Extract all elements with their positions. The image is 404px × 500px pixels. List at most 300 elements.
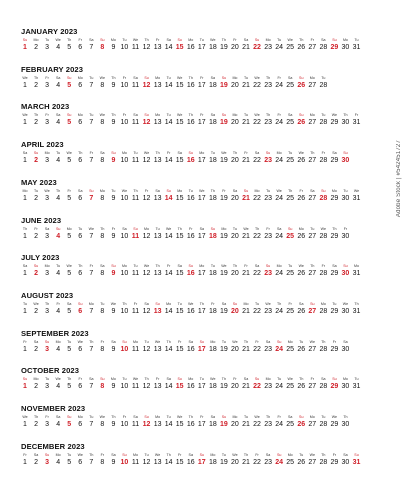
day-number: 18 [208, 458, 217, 466]
weekday-label: Tu [277, 38, 282, 42]
weekday-label: Sa [100, 264, 105, 269]
day-number: 28 [319, 421, 328, 428]
weekday-label: Fr [343, 226, 348, 231]
day-number: 2 [34, 157, 38, 165]
day-number: 4 [56, 194, 61, 202]
month-title: JULY 2023 [21, 253, 60, 263]
weekday-label: Su [221, 113, 227, 118]
month-block [0, 366, 404, 404]
weekday-label: Th [33, 415, 39, 419]
weekday-label: Th [100, 226, 105, 231]
day-number: 14 [164, 458, 173, 466]
day-number: 2 [34, 232, 38, 240]
day-number: 11 [131, 383, 140, 391]
day-number: 26 [297, 383, 306, 391]
day-number: 9 [111, 383, 116, 391]
weekday-label: Sa [332, 151, 337, 156]
weekday-label: Fr [89, 151, 93, 156]
weekday-label: We [33, 301, 39, 306]
weekday-label: Tu [321, 75, 326, 80]
day-number: 27 [308, 383, 317, 391]
day-number: 25 [286, 44, 295, 51]
weekday-label: Su [122, 339, 127, 344]
day-number: 2 [34, 307, 38, 315]
weekday-label: Th [155, 264, 160, 269]
weekday-label: Sa [155, 188, 160, 193]
weekday-label: We [55, 38, 61, 42]
weekday-label: Th [288, 188, 293, 193]
day-number: 1 [23, 270, 27, 278]
day-number: 5 [67, 307, 72, 315]
weekday-label: Mo [155, 415, 161, 419]
weekday-label: Th [299, 38, 304, 42]
day-number: 19 [219, 157, 228, 165]
weekday-label: Sa [210, 75, 216, 80]
weekday-label: Tu [354, 38, 359, 42]
day-number: 10 [120, 194, 129, 202]
weekday-label: Tu [199, 377, 204, 382]
day-number: 5 [67, 458, 72, 466]
weekday-label: Sa [89, 38, 94, 42]
weekday-label: Sa [55, 113, 61, 118]
weekday-label: Su [22, 377, 28, 382]
weekday-label: Fr [200, 113, 204, 118]
weekday-label: Su [310, 301, 315, 306]
day-number: 5 [67, 421, 72, 428]
weekday-label: We [254, 113, 260, 118]
day-number: 23 [264, 383, 272, 391]
weekday-label: Mo [309, 415, 315, 419]
day-number: 17 [197, 458, 206, 466]
day-number: 25 [286, 383, 295, 391]
day-number: 6 [78, 157, 83, 165]
day-number: 27 [308, 194, 317, 202]
weekday-label: Sa [188, 339, 193, 344]
weekday-label: Sa [188, 452, 193, 457]
weekday-label: Mo [276, 264, 282, 269]
day-number: 13 [153, 232, 162, 240]
day-number: 12 [142, 44, 151, 51]
weekday-label: Th [89, 339, 94, 344]
weekday-label: We [99, 415, 105, 419]
day-number: 20 [231, 458, 239, 466]
day-number: 22 [253, 232, 261, 240]
day-number: 8 [100, 232, 105, 240]
weekday-label: Su [177, 38, 182, 42]
weekday-label: Tu [221, 452, 226, 457]
day-number: 14 [164, 345, 173, 353]
weekday-label: Fr [233, 38, 237, 42]
day-number: 30 [341, 270, 350, 278]
day-number: 12 [142, 345, 151, 353]
day-number: 29 [330, 157, 339, 165]
weekday-label: Su [299, 113, 304, 118]
weekday-label: Su [332, 38, 337, 42]
day-number: 20 [231, 157, 239, 165]
weekday-label: Fr [100, 339, 105, 344]
weekday-label: Su [299, 75, 304, 80]
weekday-label: Fr [233, 377, 237, 382]
day-number: 22 [253, 157, 261, 165]
weekday-label: Mo [188, 38, 194, 42]
day-number: 18 [208, 81, 217, 89]
day-number: 9 [111, 119, 116, 127]
weekday-label: Sa [122, 226, 127, 231]
weekday-label: Fr [310, 38, 314, 42]
weekday-label: Sa [287, 415, 293, 419]
day-number: 18 [208, 307, 217, 315]
weekday-label: Fr [56, 301, 60, 306]
weekday-label: We [132, 38, 139, 42]
weekday-label: We [232, 452, 238, 457]
day-number: 26 [297, 119, 306, 127]
weekday-label: Mo [354, 264, 359, 269]
day-number: 8 [100, 81, 105, 89]
weekday-label: We [143, 264, 150, 269]
day-number: 7 [89, 307, 94, 315]
day-number: 21 [242, 119, 250, 127]
day-number: 12 [142, 119, 151, 127]
weekday-label: We [353, 188, 360, 193]
month-block [0, 216, 404, 254]
day-number: 14 [164, 194, 173, 202]
weekday-label: Th [78, 151, 83, 156]
weekday-label: We [44, 188, 50, 193]
weekday-label: Sa [66, 301, 72, 306]
weekday-label: Fr [200, 415, 204, 419]
day-number: 25 [286, 345, 295, 353]
weekday-label: Mo [144, 226, 150, 231]
weekday-label: Tu [67, 452, 72, 457]
day-number: 26 [297, 157, 306, 165]
day-number: 2 [34, 119, 38, 127]
day-number: 31 [352, 270, 361, 278]
weekday-label: Su [232, 301, 238, 306]
weekday-label: Sa [55, 415, 61, 419]
day-number: 29 [330, 383, 339, 391]
weekday-label: Fr [122, 415, 127, 419]
weekday-label: Sa [287, 75, 293, 80]
day-number: 17 [197, 119, 206, 127]
day-number: 18 [208, 421, 217, 428]
weekday-label: Mo [243, 301, 249, 306]
day-number: 9 [111, 232, 116, 240]
day-number: 25 [286, 458, 295, 466]
weekday-label: We [66, 151, 72, 156]
day-number: 27 [308, 421, 317, 428]
weekday-label: We [188, 301, 194, 306]
weekday-label: Th [22, 226, 28, 231]
weekday-label: Mo [55, 452, 61, 457]
weekday-label: Tu [343, 188, 348, 193]
weekday-label: We [199, 188, 205, 193]
day-number: 4 [56, 458, 61, 466]
weekday-label: Th [265, 75, 271, 80]
day-number: 15 [175, 157, 184, 165]
weekday-label: Su [254, 38, 260, 42]
day-number: 24 [275, 157, 284, 165]
month-title: AUGUST 2023 [21, 290, 74, 300]
day-number: 10 [120, 383, 129, 391]
day-number: 28 [319, 270, 328, 278]
day-number: 19 [219, 44, 228, 51]
weekday-label: Sa [321, 38, 326, 42]
day-number: 7 [89, 44, 94, 51]
day-number: 6 [78, 458, 83, 466]
day-number: 29 [330, 194, 339, 202]
weekday-label: Th [343, 415, 348, 419]
weekday-label: Mo [276, 151, 282, 156]
day-number: 6 [78, 119, 83, 127]
weekday-label: Tu [122, 377, 127, 382]
weekday-label: Tu [22, 301, 28, 306]
day-number: 26 [297, 421, 306, 428]
day-number: 19 [219, 421, 228, 428]
weekday-label: Th [177, 226, 182, 231]
weekday-label: Tu [122, 38, 127, 42]
weekday-label: Mo [155, 75, 161, 80]
day-number: 31 [352, 44, 361, 51]
day-number: 16 [186, 345, 195, 353]
weekday-label: Fr [67, 188, 71, 193]
weekday-label: Tu [299, 339, 304, 344]
day-number: 6 [78, 44, 83, 51]
weekday-label: Su [276, 339, 282, 344]
day-number: 9 [111, 270, 116, 278]
day-number: 4 [56, 307, 61, 315]
weekday-label: Th [310, 264, 315, 269]
day-number: 20 [231, 194, 239, 202]
weekday-label: Sa [199, 226, 204, 231]
day-number: 15 [175, 458, 184, 466]
month-block [0, 102, 404, 140]
day-number: 1 [23, 232, 27, 240]
day-number: 10 [120, 157, 129, 165]
day-number: 25 [286, 119, 295, 127]
day-number: 3 [45, 232, 50, 240]
day-number: 6 [78, 383, 83, 391]
weekday-label: Su [188, 151, 193, 156]
weekday-label: Sa [166, 38, 171, 42]
weekday-label: Fr [111, 226, 116, 231]
day-number: 2 [34, 345, 38, 353]
day-number: 24 [275, 383, 284, 391]
day-number: 27 [308, 81, 317, 89]
weekday-label: Fr [332, 339, 337, 344]
weekday-label: Tu [288, 151, 293, 156]
weekday-label: Sa [299, 301, 304, 306]
weekday-label: Sa [232, 188, 238, 193]
day-number: 17 [197, 383, 206, 391]
day-number: 13 [153, 458, 162, 466]
weekday-label: Th [44, 301, 50, 306]
day-number: 12 [142, 458, 151, 466]
day-number: 16 [186, 307, 195, 315]
day-number: 30 [341, 307, 350, 315]
weekday-label: We [243, 226, 249, 231]
day-number: 30 [341, 458, 350, 466]
day-number: 7 [89, 232, 94, 240]
weekday-label: Tu [89, 415, 94, 419]
weekday-label: Su [221, 75, 227, 80]
weekday-label: Mo [166, 301, 172, 306]
day-number: 8 [100, 345, 105, 353]
weekday-label: We [165, 226, 172, 231]
weekday-label: Mo [66, 226, 72, 231]
day-number: 5 [67, 270, 72, 278]
weekday-label: Fr [100, 452, 105, 457]
day-number: 17 [197, 44, 206, 51]
day-number: 17 [197, 81, 206, 89]
day-number: 16 [186, 81, 195, 89]
weekday-label: We [309, 452, 315, 457]
weekday-label: Mo [110, 38, 116, 42]
weekday-label: Fr [211, 301, 215, 306]
day-number: 25 [286, 307, 295, 315]
day-number: 15 [175, 81, 184, 89]
day-number: 9 [111, 458, 116, 466]
weekday-label: Th [321, 452, 326, 457]
day-number: 24 [275, 194, 284, 202]
weekday-label: Sa [310, 188, 315, 193]
weekday-label: Th [33, 113, 39, 118]
weekday-label: Tu [255, 301, 260, 306]
weekday-label: Fr [321, 264, 326, 269]
day-number: 6 [78, 232, 83, 240]
weekday-label: Th [321, 339, 326, 344]
weekday-label: Mo [210, 339, 216, 344]
day-number: 12 [142, 307, 151, 315]
day-number: 22 [253, 194, 261, 202]
day-number: 24 [275, 421, 284, 428]
day-number: 10 [120, 307, 129, 315]
day-number: 17 [197, 307, 206, 315]
weekday-label: Th [111, 415, 116, 419]
weekday-label: Th [343, 113, 348, 118]
weekday-label: Su [188, 264, 193, 269]
day-number: 28 [319, 232, 328, 240]
day-number: 6 [78, 194, 83, 202]
weekday-label: Fr [166, 151, 171, 156]
weekday-label: Su [144, 113, 149, 118]
day-number: 5 [67, 232, 72, 240]
day-number: 4 [56, 157, 61, 165]
weekday-label: Su [100, 38, 105, 42]
weekday-label: Sa [133, 113, 138, 118]
day-number: 3 [45, 307, 50, 315]
day-number: 17 [197, 270, 206, 278]
day-number: 19 [219, 270, 228, 278]
day-number: 9 [111, 194, 116, 202]
weekday-label: Sa [111, 339, 116, 344]
day-number: 30 [341, 44, 350, 51]
day-number: 22 [253, 458, 261, 466]
weekday-label: Mo [210, 452, 216, 457]
weekday-label: Th [232, 151, 238, 156]
weekday-label: Th [166, 452, 171, 457]
month-title: OCTOBER 2023 [21, 366, 80, 376]
day-number: 4 [56, 119, 61, 127]
weekday-label: Th [221, 38, 226, 42]
weekday-label: Su [199, 339, 204, 344]
weekday-label: Fr [78, 377, 82, 382]
day-number: 1 [23, 44, 27, 51]
day-number: 12 [142, 270, 151, 278]
weekday-label: Mo [287, 452, 293, 457]
day-number: 8 [100, 421, 105, 428]
weekday-label: Th [166, 339, 171, 344]
weekday-label: Tu [210, 264, 215, 269]
month-title: MARCH 2023 [21, 102, 70, 112]
weekday-label: Su [343, 264, 348, 269]
day-number: 25 [286, 421, 295, 428]
weekday-label: Su [332, 377, 337, 382]
month-block [0, 178, 404, 216]
weekday-label: We [121, 188, 128, 193]
weekday-label: Sa [78, 188, 83, 193]
weekday-label: Su [287, 226, 293, 231]
day-number: 2 [34, 458, 38, 466]
day-number: 26 [297, 232, 306, 240]
day-number: 22 [253, 44, 261, 51]
weekday-label: Sa [55, 75, 61, 80]
weekday-label: Mo [342, 377, 348, 382]
day-number: 4 [56, 270, 61, 278]
day-number: 21 [242, 81, 250, 89]
day-number: 14 [164, 270, 173, 278]
weekday-label: Sa [287, 113, 293, 118]
day-number: 7 [89, 81, 94, 89]
weekday-label: Tu [243, 415, 249, 419]
day-number: 18 [208, 119, 217, 127]
weekday-label: Sa [210, 113, 216, 118]
weekday-label: Su [276, 452, 282, 457]
weekday-label: We [254, 415, 260, 419]
weekday-label: We [110, 301, 117, 306]
day-number: 17 [197, 157, 206, 165]
weekday-label: Mo [77, 113, 83, 118]
day-number: 1 [23, 157, 27, 165]
weekday-label: Su [144, 75, 149, 80]
day-number: 15 [175, 345, 184, 353]
day-number: 6 [78, 345, 83, 353]
weekday-label: Tu [56, 264, 61, 269]
day-number: 11 [131, 270, 140, 278]
day-number: 8 [100, 458, 105, 466]
month-title: APRIL 2023 [21, 140, 64, 150]
weekday-label: Th [33, 75, 39, 80]
day-number: 23 [264, 458, 272, 466]
day-number: 15 [175, 421, 184, 428]
day-number: 4 [56, 421, 61, 428]
weekday-label: Tu [133, 151, 138, 156]
day-number: 13 [153, 307, 162, 315]
day-number: 23 [264, 81, 272, 89]
day-number: 18 [208, 383, 217, 391]
weekday-label: Mo [155, 113, 161, 118]
month-block [0, 140, 404, 178]
weekday-label: Mo [121, 151, 127, 156]
day-number: 4 [56, 44, 61, 51]
month-block [0, 291, 404, 329]
day-number: 11 [131, 44, 140, 51]
day-number: 21 [242, 44, 250, 51]
day-number: 28 [319, 345, 328, 353]
weekday-label: Su [354, 452, 359, 457]
day-number: 9 [111, 44, 116, 51]
day-number: 11 [131, 307, 140, 315]
weekday-label: Fr [255, 339, 259, 344]
